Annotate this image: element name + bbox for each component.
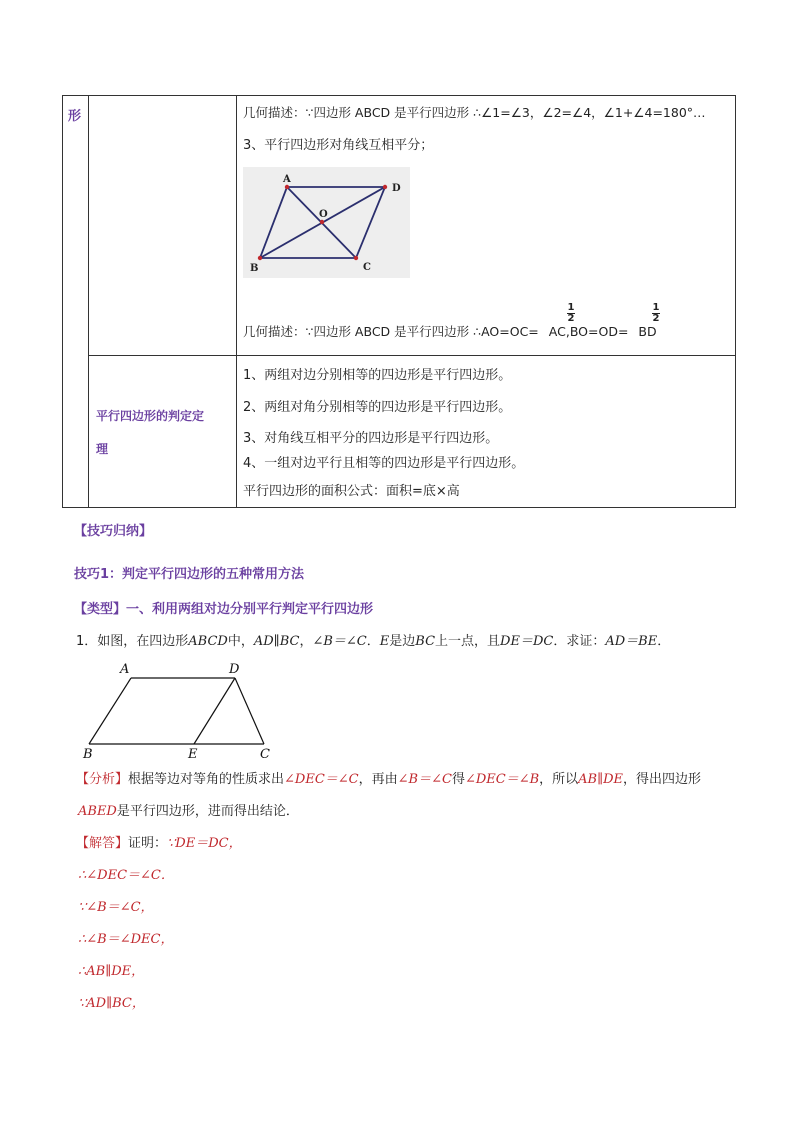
analysis-text-g: ，所以 <box>539 772 579 787</box>
criterion-1: 1、两组对边分别相等的四边形是平行四边形。 <box>243 368 512 383</box>
frac1-denominator: 2 <box>567 313 575 324</box>
label-D: D <box>229 662 240 677</box>
type-heading: 【类型】一、利用两组对边分别平行判定平行四边形 <box>74 602 374 617</box>
problem-text-6: ∠B＝∠C <box>312 634 367 649</box>
problem-text-8: E <box>379 634 390 649</box>
label-D: D <box>392 183 401 194</box>
desc2-end: BD <box>638 324 657 339</box>
point-A <box>285 185 289 189</box>
problem-text-1: 如图，在四边形 <box>97 634 189 649</box>
analysis-text-b: ∠DEC＝∠C <box>284 772 359 787</box>
analysis-text-c: ，再由 <box>358 772 398 787</box>
problem-text-2: ABCD <box>188 634 228 649</box>
analysis-tag: 【分析】 <box>76 772 129 787</box>
solution-step-2: ∵∠B＝∠C， <box>78 900 154 915</box>
label-B: B <box>250 263 259 274</box>
label-O: O <box>319 209 328 220</box>
solution-tag: 【解答】 <box>76 836 129 851</box>
row-label-shape: 形 <box>68 109 82 124</box>
geometry-description-angles: 几何描述：∵四边形 ABCD 是平行四边形 ∴∠1=∠3，∠2=∠4，∠1+∠4=180°… <box>243 105 706 120</box>
problem-text-7: ． <box>366 634 380 649</box>
solution-intro-text: 证明： <box>128 836 168 851</box>
trapezoid-figure <box>78 658 278 762</box>
analysis-text-e: 得 <box>451 772 465 787</box>
problem-text-11: 上一点，且 <box>435 634 501 649</box>
problem-statement <box>76 634 670 650</box>
geometry-description-diagonals <box>243 324 657 339</box>
problem-text-3: 中， <box>227 634 254 649</box>
area-formula: 平行四边形的面积公式：面积=底×高 <box>243 484 460 499</box>
frac2-numerator: 1 <box>652 302 660 313</box>
segment-AB <box>89 678 131 744</box>
parallelogram-diagonals-figure <box>243 167 410 278</box>
row-label-criteria-line2: 理 <box>96 442 109 456</box>
label-A: A <box>120 662 130 677</box>
criterion-3: 3、对角线互相平分的四边形是平行四边形。 <box>243 431 499 446</box>
solution-step-5: ∵AD∥BC， <box>78 996 145 1011</box>
analysis-text-k: 是平行四边形，进而得出结论． <box>116 804 299 819</box>
problem-text-5: ， <box>299 634 313 649</box>
point-O <box>320 220 324 224</box>
problem-text-9: 是边 <box>389 634 416 649</box>
problem-text-10: BC <box>415 634 436 649</box>
problem-text-15: ． <box>657 634 671 649</box>
figure-background <box>243 167 410 278</box>
problem-text-14: AD＝BE <box>605 634 658 649</box>
label-B: B <box>83 747 93 762</box>
section-heading: 【技巧归纳】 <box>74 524 153 539</box>
problem-text-13: ．求证： <box>553 634 606 649</box>
label-C: C <box>260 747 270 762</box>
point-C <box>354 256 358 260</box>
property-diagonals-bisect: 3、平行四边形对角线互相平分； <box>243 138 434 153</box>
solution-step-0: ∵DE＝DC， <box>167 836 242 851</box>
point-D <box>383 185 387 189</box>
criterion-2: 2、两组对角分别相等的四边形是平行四边形。 <box>243 400 512 415</box>
analysis-text-i: ，得出四边形 <box>623 772 702 787</box>
solution-step-1: ∴∠DEC＝∠C． <box>78 868 174 883</box>
label-A: A <box>283 174 291 185</box>
analysis-line-1 <box>76 772 701 788</box>
tip-heading: 技巧1：判定平行四边形的五种常用方法 <box>74 567 305 582</box>
desc2-mid: AC,BO=OD= <box>548 324 629 339</box>
analysis-text-a: 根据等边对等角的性质求出 <box>128 772 285 787</box>
segment-DC <box>235 678 264 744</box>
solution-intro <box>76 836 242 852</box>
desc2-prefix: 几何描述：∵四边形 ABCD 是平行四边形 ∴AO=OC= <box>243 324 539 339</box>
solution-step-3: ∴∠B＝∠DEC， <box>78 932 174 947</box>
label-C: C <box>363 262 371 273</box>
solution-step-4: ∴AB∥DE， <box>78 964 145 979</box>
segment-DE <box>194 678 235 744</box>
fraction-half-1 <box>566 303 576 324</box>
problem-text-4: AD∥BC <box>253 634 300 649</box>
row-label-criteria-line1: 平行四边形的判定定 <box>96 409 205 423</box>
analysis-line-2 <box>78 804 299 820</box>
analysis-text-h: AB∥DE <box>578 772 624 787</box>
problem-text-12: DE＝DC <box>500 634 554 649</box>
analysis-text-d: ∠B＝∠C <box>397 772 452 787</box>
analysis-text-f: ∠DEC＝∠B <box>464 772 540 787</box>
frac2-denominator: 2 <box>652 313 660 324</box>
criterion-4: 4、一组对边平行且相等的四边形是平行四边形。 <box>243 456 525 471</box>
fraction-half-2 <box>651 303 661 324</box>
analysis-text-j: ABED <box>78 804 117 819</box>
problem-number: 1． <box>76 634 98 649</box>
frac1-numerator: 1 <box>567 302 575 313</box>
label-E: E <box>188 747 198 762</box>
point-B <box>258 256 262 260</box>
